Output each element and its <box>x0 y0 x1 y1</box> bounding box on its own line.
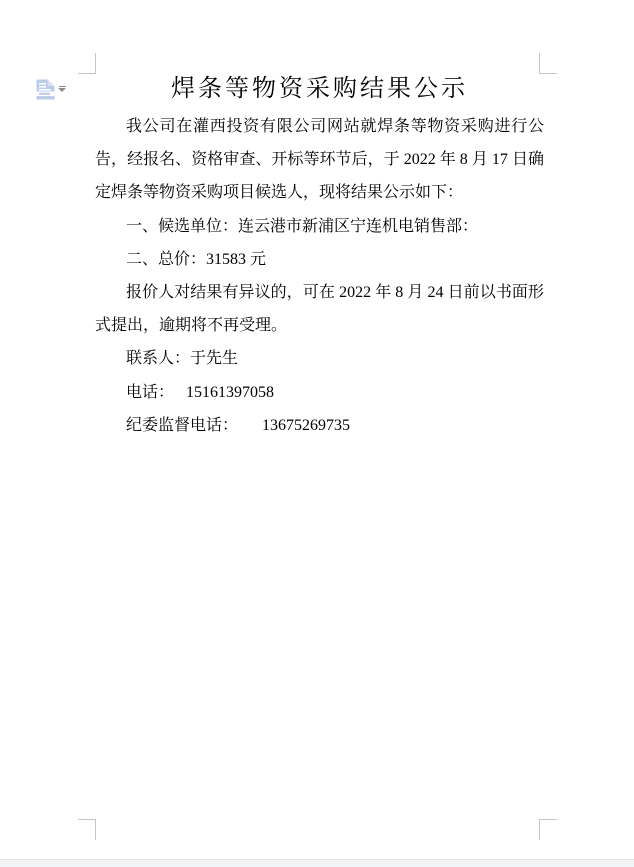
paragraph-contact-person[interactable]: 联系人：于先生 <box>126 350 239 368</box>
paragraph-intro[interactable]: 我公司在灌西投资有限公司网站就焊条等物资采购进行公告，经报名、资格审查、开标等环节后，于 2022 年 8 月 17 日确定焊条等物资采购项目候选人，现将结果公示如下： <box>95 118 544 202</box>
document-title[interactable]: 焊条等物资采购结果公示 <box>171 76 468 102</box>
text-boundary-mark-bottom-right <box>539 819 557 840</box>
text-boundary-mark-bottom-left <box>78 819 96 840</box>
dropdown-arrow-icon[interactable] <box>58 86 66 92</box>
document-text-area[interactable] <box>95 68 544 442</box>
page-bottom-gutter <box>0 859 634 867</box>
paragraph-phone[interactable]: 电话： 15161397058 <box>126 383 275 401</box>
text-boundary-mark-top-left <box>78 53 96 74</box>
paste-options-document-icon <box>36 79 55 100</box>
paragraph-objection[interactable]: 报价人对结果有异议的，可在 2022 年 8 月 24 日前以书面形式提出，逾期将不再受理。 <box>95 284 544 335</box>
paste-options-button[interactable] <box>36 79 70 103</box>
paragraph-total-price[interactable]: 二、总价：31583 元 <box>126 250 267 268</box>
paragraph-candidate-unit[interactable]: 一、候选单位：连云港市新浦区宁连机电销售部： <box>126 217 479 235</box>
paragraph-supervision-phone[interactable]: 纪委监督电话： 13675269735 <box>126 416 351 434</box>
